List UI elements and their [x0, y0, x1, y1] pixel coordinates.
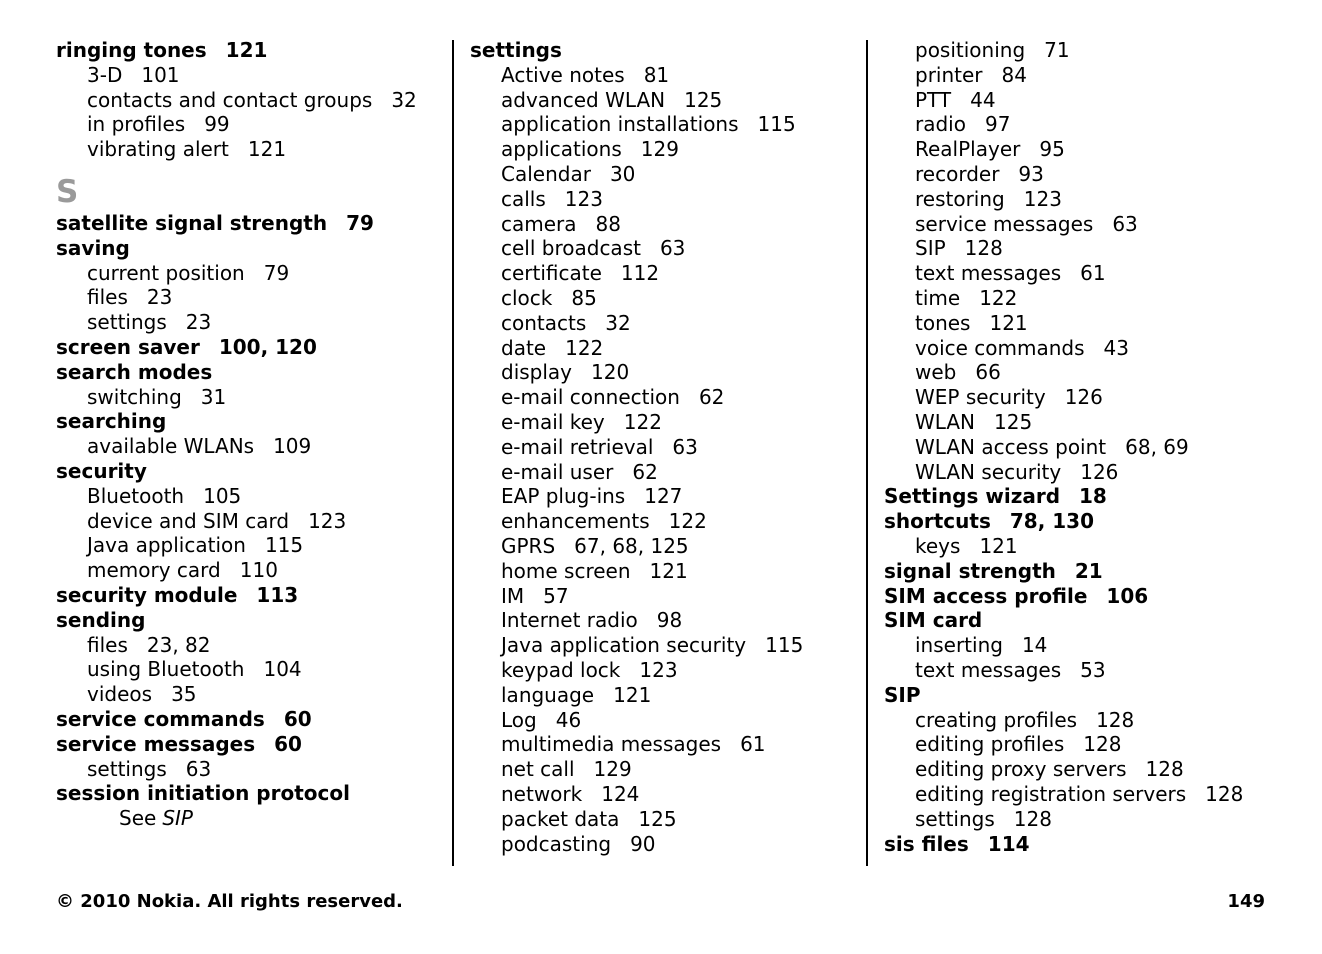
index-subentry [470, 137, 860, 162]
page-references: 106 [1106, 583, 1149, 608]
index-subentry [56, 657, 446, 682]
index-subentry [470, 88, 860, 113]
index-term: podcasting [501, 831, 612, 856]
index-term: sending [56, 607, 146, 632]
index-subentry [470, 608, 860, 633]
index-subentry [470, 757, 860, 782]
index-term: text messages [915, 261, 1062, 286]
page-references: 95 [1039, 137, 1065, 162]
index-term: keypad lock [501, 657, 621, 682]
page-references: 81 [643, 62, 670, 87]
index-subentry [56, 533, 446, 558]
page-references: 123 [1023, 186, 1062, 211]
index-subentry [470, 212, 860, 237]
section-letter: S [56, 173, 79, 210]
index-term: files [87, 632, 128, 657]
index-subentry [470, 410, 860, 435]
index-term: settings [87, 756, 167, 781]
index-subentry [56, 385, 446, 410]
page-references: 113 [256, 582, 299, 607]
index-term: settings [470, 38, 562, 62]
page-references: 23 [185, 310, 212, 335]
index-term: web [915, 360, 957, 385]
index-subentry [470, 708, 860, 733]
page-references: 98 [656, 608, 683, 633]
index-subentry [884, 658, 1304, 683]
page-references: 120 [591, 360, 630, 385]
index-term: applications [501, 137, 622, 162]
page-references: 123 [308, 508, 347, 533]
index-term: positioning [915, 38, 1026, 62]
page-references: 121 [989, 310, 1028, 335]
index-entry [56, 608, 446, 633]
index-term: radio [915, 112, 966, 137]
page-references: 71 [1044, 38, 1070, 62]
page-references: 93 [1018, 161, 1044, 186]
index-entry [884, 509, 1304, 534]
index-term: files [87, 285, 128, 310]
index-entry [470, 38, 860, 63]
index-term: WLAN [915, 409, 976, 434]
index-entry [56, 211, 446, 236]
page-number: 149 [1227, 891, 1265, 912]
index-entry [884, 608, 1304, 633]
index-subentry [56, 509, 446, 534]
index-subentry [884, 212, 1304, 237]
index-subentry [884, 162, 1304, 187]
index-subentry [56, 558, 446, 583]
page-references: 105 [203, 483, 242, 508]
index-term: videos [87, 682, 153, 707]
index-column-3 [884, 38, 1304, 856]
page-references: 122 [668, 509, 707, 534]
index-entry [56, 732, 446, 757]
page-references: 104 [263, 657, 302, 682]
index-subentry [470, 633, 860, 658]
index-term: PTT [915, 87, 952, 112]
index-term: camera [501, 211, 577, 236]
index-subentry [470, 162, 860, 187]
index-subentry [470, 782, 860, 807]
index-subentry [470, 435, 860, 460]
index-subentry [56, 63, 446, 88]
index-term: vibrating alert [87, 137, 229, 162]
index-term: Java application [87, 533, 246, 558]
page-references: 128 [1096, 707, 1135, 732]
index-subentry [884, 112, 1304, 137]
index-term: contacts and contact groups [87, 87, 373, 112]
index-term: service commands [56, 706, 265, 731]
index-term: restoring [915, 186, 1005, 211]
index-term: e-mail key [501, 409, 605, 434]
page-references: 57 [543, 583, 569, 608]
column-divider [866, 40, 868, 866]
see-target: SIP [162, 806, 193, 831]
page-references: 97 [984, 112, 1011, 137]
index-term: printer [915, 62, 983, 87]
index-subentry [470, 286, 860, 311]
page-references: 123 [639, 657, 678, 682]
index-term: inserting [915, 633, 1003, 658]
page-references: 115 [264, 533, 304, 558]
index-term: service messages [56, 731, 256, 756]
index-subentry [884, 732, 1304, 757]
page-references: 128 [1145, 757, 1184, 782]
index-subentry [884, 757, 1304, 782]
index-term: settings [87, 310, 167, 335]
index-term: security module [56, 582, 238, 607]
index-subentry [470, 385, 860, 410]
page-references: 129 [640, 137, 679, 162]
index-column-1 [56, 38, 446, 831]
index-term: WLAN access point [915, 434, 1107, 459]
index-term: GPRS [501, 533, 556, 558]
index-term: Internet radio [501, 608, 638, 633]
index-term: home screen [501, 558, 631, 583]
index-term: SIP [915, 236, 946, 261]
index-term: IM [501, 583, 525, 608]
index-entry [56, 781, 446, 806]
page-references: 88 [595, 211, 621, 236]
page-references: 66 [975, 360, 1001, 385]
index-subentry [884, 261, 1304, 286]
index-entry [56, 409, 446, 434]
page-references: 115 [757, 112, 796, 137]
index-term: Log [501, 707, 537, 732]
page-references: 62 [632, 459, 658, 484]
page-references: 32 [391, 87, 417, 112]
index-subentry [56, 434, 446, 459]
index-term: SIM access profile [884, 583, 1088, 608]
page-references: 128 [1205, 781, 1244, 806]
page-references: 125 [684, 87, 723, 112]
index-subentry [884, 286, 1304, 311]
index-subentry [470, 509, 860, 534]
index-subentry [884, 435, 1304, 460]
copyright-notice: © 2010 Nokia. All rights reserved. [56, 891, 403, 912]
page-references: 121 [225, 38, 268, 62]
page-references: 128 [964, 236, 1003, 261]
page-references: 126 [1064, 385, 1103, 410]
index-subentry [884, 807, 1304, 832]
index-term: application installations [501, 112, 739, 137]
index-subentry [56, 310, 446, 335]
page-references: 23 [146, 285, 173, 310]
index-term: See [119, 806, 157, 831]
index-subentry [884, 460, 1304, 485]
index-term: time [915, 285, 961, 310]
page-references: 129 [593, 757, 632, 782]
page-references: 14 [1021, 633, 1048, 658]
index-subentry [470, 832, 860, 857]
index-subentry [56, 112, 446, 137]
page-references: 63 [659, 236, 686, 261]
page-references: 43 [1103, 335, 1129, 360]
index-term: Settings wizard [884, 484, 1061, 509]
index-term: in profiles [87, 112, 186, 137]
index-entry [884, 484, 1304, 509]
index-subentry [884, 534, 1304, 559]
index-term: e-mail user [501, 459, 614, 484]
index-subentry [884, 236, 1304, 261]
index-subentry [470, 187, 860, 212]
index-term: voice commands [915, 335, 1085, 360]
index-entry [884, 683, 1304, 708]
index-term: using Bluetooth [87, 657, 245, 682]
index-subentry [470, 534, 860, 559]
index-term: certificate [501, 261, 602, 286]
index-term: date [501, 335, 547, 360]
index-term: contacts [501, 310, 587, 335]
index-term: Java application security [501, 633, 747, 658]
index-subentry [56, 682, 446, 707]
page-references: 109 [273, 434, 312, 459]
index-subentry [470, 261, 860, 286]
index-subentry [470, 63, 860, 88]
page-references: 23, 82 [146, 632, 211, 657]
page-references: 127 [644, 484, 683, 509]
index-term: editing profiles [915, 732, 1065, 757]
index-term: screen saver [56, 334, 200, 359]
index-term: WLAN security [915, 459, 1062, 484]
index-term: available WLANs [87, 434, 255, 459]
index-subentry [56, 261, 446, 286]
index-term: device and SIM card [87, 508, 290, 533]
index-term: clock [501, 285, 553, 310]
index-term: calls [501, 186, 546, 211]
index-term: security [56, 458, 147, 483]
page-references: 99 [204, 112, 230, 137]
index-term: session initiation protocol [56, 781, 350, 806]
index-subentry [470, 658, 860, 683]
index-subentry [56, 88, 446, 113]
page-references: 121 [247, 137, 287, 162]
index-term: Calendar [501, 161, 591, 186]
index-entry [56, 38, 446, 63]
index-subentry [470, 683, 860, 708]
index-term: memory card [87, 558, 221, 583]
index-term: enhancements [501, 509, 650, 534]
index-subentry [470, 311, 860, 336]
index-entry [56, 335, 446, 360]
index-subentry [884, 633, 1304, 658]
index-entry [884, 559, 1304, 584]
column-divider [452, 40, 454, 866]
page-references: 61 [740, 732, 766, 757]
page-references: 125 [994, 409, 1033, 434]
index-subentry [884, 63, 1304, 88]
index-entry [56, 236, 446, 261]
page-references: 125 [638, 806, 677, 831]
page-references: 53 [1080, 657, 1106, 682]
index-entry [56, 707, 446, 732]
index-term: e-mail connection [501, 385, 680, 410]
index-term: switching [87, 384, 182, 409]
index-term: text messages [915, 657, 1062, 682]
index-subentry [470, 732, 860, 757]
page-references: 79 [346, 210, 374, 235]
index-term: service messages [915, 211, 1094, 236]
page-references: 35 [171, 682, 197, 707]
index-term: satellite signal strength [56, 210, 328, 235]
index-term: tones [915, 310, 971, 335]
page-references: 101 [141, 62, 180, 87]
index-entry [56, 459, 446, 484]
page-references: 114 [987, 831, 1030, 856]
index-subentry [884, 385, 1304, 410]
index-term: SIP [884, 682, 921, 707]
index-term: saving [56, 235, 130, 260]
index-term: multimedia messages [501, 732, 722, 757]
page-references: 67, 68, 125 [574, 533, 689, 558]
page-references: 46 [555, 707, 582, 732]
page-references: 31 [200, 384, 227, 409]
index-term: EAP plug-ins [501, 484, 626, 509]
index-subentry [56, 285, 446, 310]
index-subentry [56, 484, 446, 509]
index-term: Bluetooth [87, 483, 185, 508]
page-references: 32 [605, 310, 631, 335]
index-term: creating profiles [915, 707, 1078, 732]
page-references: 100, 120 [218, 334, 317, 359]
index-subentry [470, 336, 860, 361]
page-references: 126 [1080, 459, 1119, 484]
index-term: display [501, 360, 573, 385]
page-references: 85 [571, 285, 597, 310]
index-subentry [470, 360, 860, 385]
page-references: 123 [564, 186, 603, 211]
index-entry [56, 360, 446, 385]
index-term: RealPlayer [915, 137, 1021, 162]
index-term: WEP security [915, 385, 1046, 410]
page-references: 79 [263, 260, 290, 285]
page-references: 128 [1083, 732, 1122, 757]
page-references: 68, 69 [1125, 434, 1189, 459]
index-subentry [470, 236, 860, 261]
index-term: searching [56, 409, 167, 434]
page-references: 84 [1001, 62, 1027, 87]
index-term: language [501, 682, 595, 707]
page-references: 18 [1079, 484, 1107, 509]
index-term: cell broadcast [501, 236, 641, 261]
page-references: 122 [623, 409, 662, 434]
index-see-reference [56, 806, 446, 831]
page-references: 60 [274, 731, 302, 756]
index-subentry [884, 88, 1304, 113]
page-references: 124 [601, 781, 640, 806]
index-term: editing proxy servers [915, 757, 1127, 782]
index-subentry [884, 782, 1304, 807]
page-references: 63 [672, 434, 698, 459]
page-references: 63 [185, 756, 212, 781]
page-references: 60 [283, 706, 312, 731]
index-term: keys [915, 533, 961, 558]
page-references: 121 [613, 682, 652, 707]
page-references: 122 [979, 285, 1018, 310]
index-term: search modes [56, 359, 213, 384]
index-term: advanced WLAN [501, 87, 666, 112]
index-entry [56, 583, 446, 608]
index-subentry [470, 484, 860, 509]
index-term: e-mail retrieval [501, 434, 654, 459]
index-entry [884, 584, 1304, 609]
index-subentry [884, 708, 1304, 733]
index-subentry [884, 360, 1304, 385]
index-term: recorder [915, 161, 1000, 186]
index-subentry [884, 137, 1304, 162]
page-references: 62 [698, 385, 725, 410]
index-column-2 [470, 38, 860, 856]
page-references: 128 [1013, 806, 1052, 831]
index-subentry [884, 410, 1304, 435]
index-subentry [884, 187, 1304, 212]
index-subentry [470, 559, 860, 584]
page-references: 44 [970, 87, 996, 112]
index-term: signal strength [884, 558, 1056, 583]
index-term: shortcuts [884, 509, 991, 534]
index-subentry [884, 38, 1304, 63]
page-references: 30 [609, 161, 636, 186]
index-term: network [501, 781, 583, 806]
index-subentry [56, 633, 446, 658]
index-term: packet data [501, 806, 620, 831]
index-entry [884, 832, 1304, 857]
index-subentry [56, 137, 446, 162]
page-references: 122 [565, 335, 604, 360]
index-subentry [470, 584, 860, 609]
index-term: ringing tones [56, 38, 207, 62]
page-references: 63 [1112, 211, 1138, 236]
index-subentry [470, 807, 860, 832]
index-subentry [884, 311, 1304, 336]
page-references: 61 [1080, 261, 1106, 286]
index-term: sis files [884, 831, 969, 856]
index-term: net call [501, 757, 575, 782]
index-subentry [56, 757, 446, 782]
index-term: settings [915, 806, 995, 831]
page-references: 121 [649, 558, 688, 583]
page-references: 110 [239, 558, 278, 583]
index-term: 3-D [87, 62, 123, 87]
page-references: 121 [979, 533, 1018, 558]
index-term: current position [87, 260, 245, 285]
page-references: 90 [630, 831, 656, 856]
index-term: editing registration servers [915, 781, 1187, 806]
page-references: 78, 130 [1009, 509, 1095, 534]
index-subentry [470, 112, 860, 137]
index-term: Active notes [501, 62, 625, 87]
index-subentry [884, 336, 1304, 361]
page-references: 115 [765, 633, 804, 658]
index-subentry [470, 460, 860, 485]
page-references: 21 [1074, 558, 1103, 583]
index-term: SIM card [884, 608, 983, 633]
page-references: 112 [620, 261, 660, 286]
